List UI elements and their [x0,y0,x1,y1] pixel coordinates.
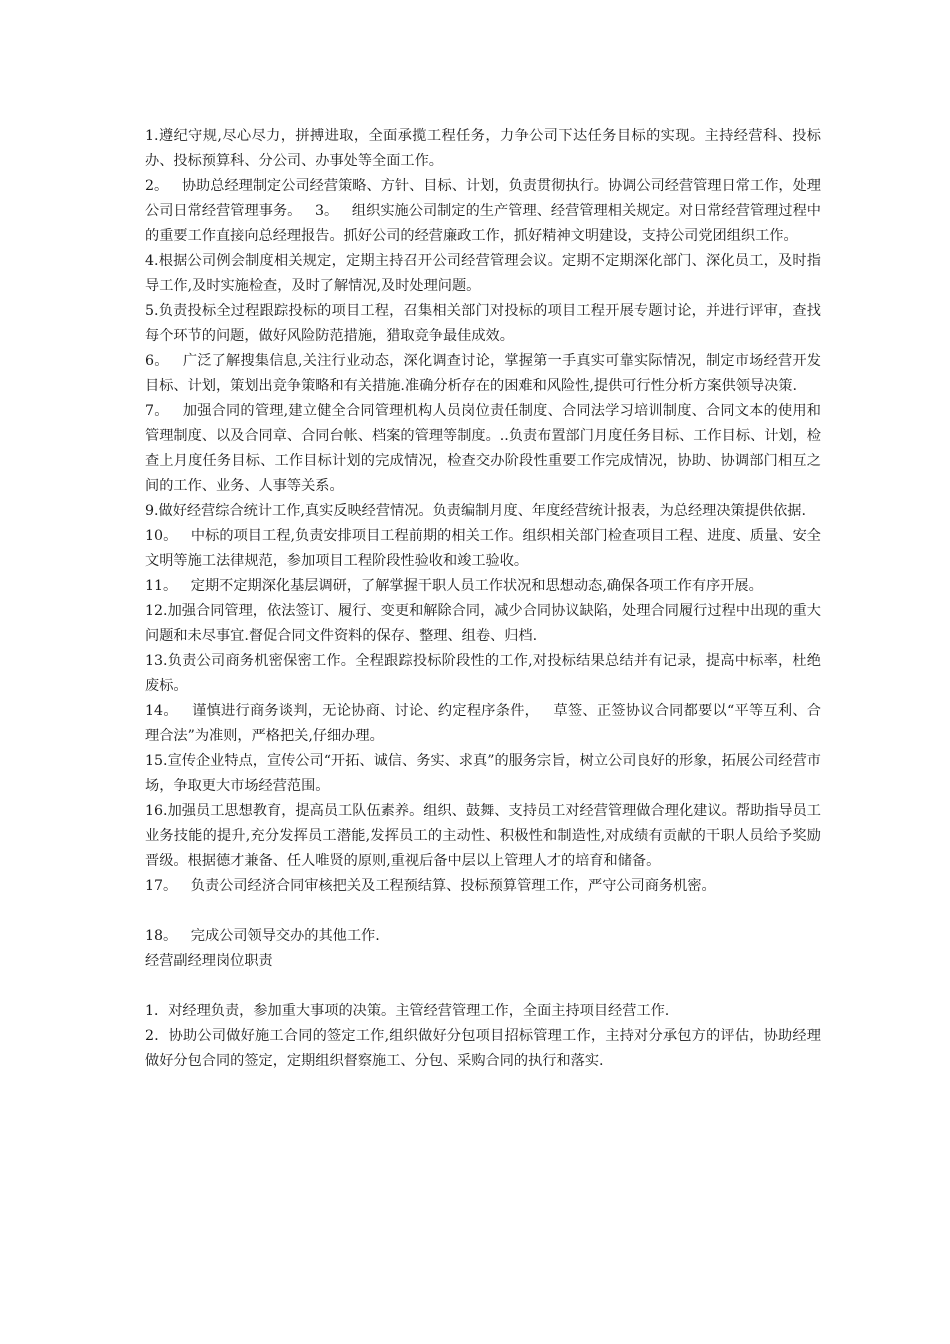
paragraph-5: 5.负责投标全过程跟踪投标的项目工程，召集相关部门对投标的项目工程开展专题讨论，并进行评审，查找每个环节的问题，做好风险防范措施，猎取竞争最佳成效。 [145,303,821,344]
section-heading: 经营副经理岗位职责 [145,953,273,969]
paragraph-13: 13.负责公司商务机密保密工作。全程跟踪投标阶段性的工作,对投标结果总结并有记录，提高中标率，杜绝废标。 [145,653,821,694]
paragraph-17: 17。 负责公司经济合同审核把关及工程预结算、投标预算管理工作，严守公司商务机密。 [145,878,716,894]
paragraph-9: 9.做好经营综合统计工作,真实反映经营情况。负责编制月度、年度经营统计报表，为总经理决策提供依据. [145,503,806,519]
paragraph-2-3: 2。 协助总经理制定公司经营策略、方针、目标、计划，负责贯彻执行。协调公司经营管理日常工作，处理公司日常经营管理事务。 3。 组织实施公司制定的生产管理、经营管理相关规定。对日常经营管理过程中的重要工作直接向总经理报告。抓好公司的经营廉政工作，抓好精神文明建设，支持公司党团组织工作。 [145,178,821,244]
paragraph-16: 16.加强员工思想教育，提高员工队伍素养。组织、鼓舞、支持员工对经营管理做合理化建议。帮助指导员工业务技能的提升,充分发挥员工潜能,发挥员工的主动性、积极性和制造性,对成绩有贡献的干职人员给予奖励晋级。根据德才兼备、任人唯贤的原则,重视后备中层以上管理人才的培育和储备。 [145,803,821,869]
document-page [145,124,821,1074]
paragraph-10: 10。 中标的项目工程,负责安排项目工程前期的相关工作。组织相关部门检查项目工程、进度、质量、安全文明等施工法律规范，参加项目工程阶段性验收和竣工验收。 [145,528,821,569]
deputy-paragraph-1: 1．对经理负责，参加重大事项的决策。主管经营管理工作，全面主持项目经营工作. [145,1003,670,1019]
paragraph-12: 12.加强合同管理，依法签订、履行、变更和解除合同，减少合同协议缺陷，处理合同履行过程中出现的重大问题和未尽事宜.督促合同文件资料的保存、整理、组卷、归档. [145,603,821,644]
paragraph-15: 15.宣传企业特点，宣传公司“开拓、诚信、务实、求真”的服务宗旨，树立公司良好的形象，拓展公司经营市场，争取更大市场经营范围。 [145,753,821,794]
paragraph-14: 14。 谨慎进行商务谈判，无论协商、讨论、约定程序条件， 草签、正签协议合同都要以“平等互利、合理合法”为准则，严格把关,仔细办理。 [145,703,821,744]
blank-line [145,899,821,924]
paragraph-1: 1.遵纪守规,尽心尽力，拼搏进取，全面承揽工程任务，力争公司下达任务目标的实现。主持经营科、投标办、投标预算科、分公司、办事处等全面工作。 [145,128,821,169]
paragraph-4: 4.根据公司例会制度相关规定，定期主持召开公司经营管理会议。定期不定期深化部门、深化员工，及时指导工作,及时实施检查，及时了解情况,及时处理问题。 [145,253,821,294]
paragraph-7: 7。 加强合同的管理,建立健全合同管理机构人员岗位责任制度、合同法学习培训制度、合同文本的使用和管理制度、以及合同章、合同台帐、档案的管理等制度。..负责布置部门月度任务目标、工作目标、计划，检查上月度任务目标、工作目标计划的完成情况，检查交办阶段性重要工作完成情况，协助、协调部门相互之间的工作、业务、人事等关系。 [145,403,821,494]
blank-line [145,974,821,999]
paragraph-11: 11。 定期不定期深化基层调研，了解掌握干职人员工作状况和思想动态,确保各项工作有序开展。 [145,578,763,594]
paragraph-6: 6。 广泛了解搜集信息,关注行业动态，深化调查讨论，掌握第一手真实可靠实际情况，制定市场经营开发目标、计划，策划出竞争策略和有关措施.准确分析存在的困难和风险性,提供可行性分析方案供领导决策. [145,353,821,394]
paragraph-18: 18。 完成公司领导交办的其他工作. [145,928,380,944]
deputy-paragraph-2: 2．协助公司做好施工合同的签定工作,组织做好分包项目招标管理工作，主持对分承包方的评估，协助经理做好分包合同的签定，定期组织督察施工、分包、采购合同的执行和落实. [145,1028,821,1069]
